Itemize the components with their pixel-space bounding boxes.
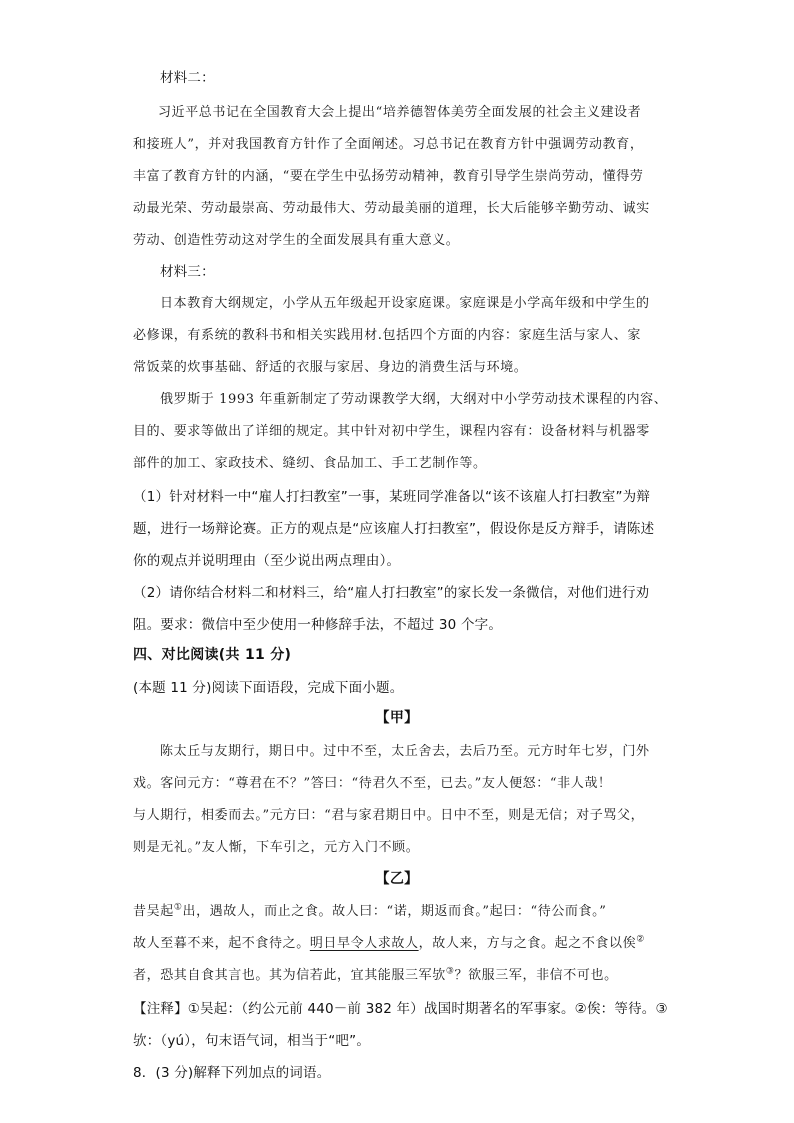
material2-line: 和接班人”，并对我国教育方针作了全面阐述。习总书记在教育方针中强调劳动教育， — [133, 137, 644, 152]
underlined-sentence: 明日早令人求故人 — [309, 936, 419, 951]
question1-line: 题，进行一场辩论赛。正方的观点是“应该雇人打扫教室”，假设你是反方辩手，请陈述 — [133, 521, 655, 537]
material3-heading: 材料三： — [160, 264, 215, 280]
notes-line: 【注释】①吴起：（约公元前 440－前 382 年）战国时期著名的军事家。②俟：等待。③ — [133, 1001, 668, 1017]
question2-line: （2）请你结合材料二和材料三，给“雇人打扫教室”的家长发一条微信，对他们进行劝 — [133, 585, 650, 601]
question8: 8．(3 分)解释下列加点的词语。 — [133, 1065, 331, 1081]
passage-jia-line: 则是无礼。”友人惭，下车引之，元方入门不顾。 — [133, 840, 420, 855]
material2-line: 习近平总书记在全国教育大会上提出“培养德智体美劳全面发展的社会主义建设者 — [158, 105, 642, 120]
section4-intro: (本题 11 分)阅读下面语段，完成下面小题。 — [133, 680, 404, 696]
material2-line: 丰富了教育方针的内涵，“要在学生中弘扬劳动精神，教育引导学生崇尚劳动，懂得劳 — [133, 169, 644, 184]
passage-jia-line: 戏。客问元方：“尊君在不？”答曰：“待君久不至，已去。”友人便怒：“非人哉！ — [133, 776, 612, 791]
question1-line: （1）针对材料一中“雇人打扫教室”一事，某班同学准备以“该不该雇人打扫教室”为辩 — [133, 489, 651, 505]
question1-line: 你的观点并说明理由（至少说出两点理由）。 — [133, 553, 401, 569]
passage-yi-line-2 — [133, 932, 645, 951]
passage-yi-text: ？欲服三军，非信不可也。 — [454, 968, 618, 983]
passage-yi-text: 故人至暮不来，起不食待之。 — [133, 936, 310, 951]
material3-line: 常饭菜的炊事基础、舒适的衣服与家居、身边的消费生活与环境。 — [133, 360, 528, 375]
passage-jia-label: 【甲】 — [375, 710, 419, 726]
material3-line: 俄罗斯于 1993 年重新制定了劳动课教学大纲，大纲对中小学劳动技术课程的内容、 — [160, 392, 668, 407]
passage-yi-text: 昔吴起 — [133, 904, 174, 919]
passage-yi-text: 出，遇故人，而止之食。故人曰：“诺，期返而食。”起曰：“待公而食。” — [182, 904, 607, 919]
material2-line: 劳动、创造性劳动这对学生的全面发展具有重大意义。 — [133, 233, 460, 248]
question2-line: 阻。要求：微信中至少使用一种修辞手法，不超过 30 个字。 — [133, 617, 503, 633]
material2-heading: 材料二： — [160, 70, 215, 86]
passage-yi-line-3 — [133, 964, 618, 983]
footnote-marker: ① — [173, 902, 183, 913]
material3-line: 目的、要求等做出了详细的规定。其中针对初中学生，课程内容有：设备材料与机器零 — [133, 424, 650, 439]
passage-yi-text: 者，恐其自食其言也。其为信若此，宜其能服三军欤 — [133, 968, 446, 983]
passage-jia-line: 与人期行，相委而去。”元方曰：“君与家君期日中。日中不至，则是无信；对子骂父， — [133, 808, 645, 823]
passage-yi-text: ，故人来，方与之食。起之不食以俟 — [418, 936, 637, 951]
passage-yi-line-1 — [133, 900, 606, 919]
material2-line: 动最光荣、劳动最崇高、劳动最伟大、劳动最美丽的道理，长大后能够辛勤劳动、诚实 — [133, 201, 650, 216]
footnote-marker: ③ — [445, 966, 455, 977]
notes-line: 欤：（yú），句末语气词，相当于“吧”。 — [133, 1033, 371, 1049]
material3-line: 日本教育大纲规定，小学从五年级起开设家庭课。家庭课是小学高年级和中学生的 — [160, 296, 650, 311]
section4-title: 四、对比阅读(共 11 分) — [133, 647, 292, 663]
material3-line: 部件的加工、家政技术、缝纫、食品加工、手工艺制作等。 — [133, 456, 487, 471]
passage-yi-label: 【乙】 — [375, 871, 419, 887]
material3-line: 必修课，有系统的教科书和相关实践用材.包括四个方面的内容：家庭生活与家人、家 — [133, 328, 641, 343]
passage-jia-line: 陈太丘与友期行，期日中。过中不至，太丘舍去，去后乃至。元方时年七岁，门外 — [160, 744, 650, 759]
footnote-marker: ② — [636, 934, 645, 945]
